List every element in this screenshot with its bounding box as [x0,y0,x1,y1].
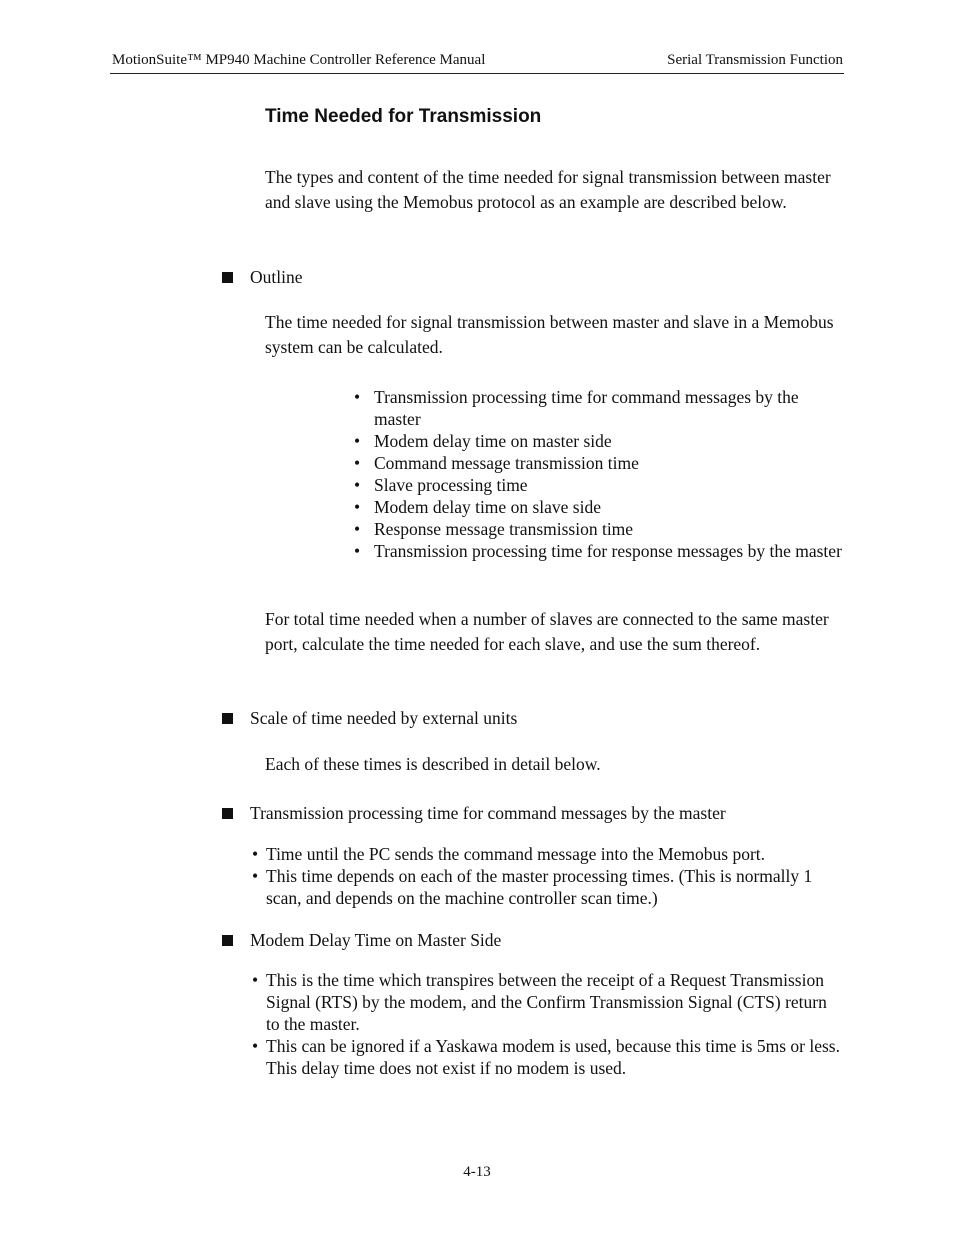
list-item: • Transmission processing time for response messages by the master [354,541,842,561]
bullet-icon: • [252,1036,259,1056]
tx-processing-list [252,843,842,909]
list-item: • This is the time which transpires between the receipt of a Request Transmission Signal (RTS) by the modem, and the Confirm Transmission Signal (CTS) return to the master. [252,970,827,1034]
scale-heading [222,707,517,729]
list-item: • This time depends on each of the master processing times. (This is normally 1 scan, and depends on the machine controller scan time.) [252,866,813,908]
intro-paragraph: The types and content of the time needed for signal transmission between master and slave using the Memobus protocol as an example are described below. [265,167,831,212]
tx-processing-heading [222,802,726,824]
outline-heading [222,266,303,288]
bullet-icon: • [354,519,361,539]
outline-list [354,386,844,562]
bullet-icon: • [354,431,361,451]
bullet-icon: • [354,475,361,495]
bullet-icon: • [252,844,259,864]
running-header-section: Serial Transmission Function [667,52,843,68]
list-item: • Response message transmission time [354,519,634,539]
scale-paragraph: Each of these times is described in detail below. [265,754,601,774]
list-item: • Time until the PC sends the command message into the Memobus port. [252,844,766,864]
total-time-paragraph: For total time needed when a number of slaves are connected to the same master port, calculate the time needed for each slave, and use the sum thereof. [265,609,829,654]
outline-paragraph: The time needed for signal transmission between master and slave in a Memobus system can be calculated. [265,312,834,357]
bullet-icon: • [354,387,361,407]
list-item: • Slave processing time [354,475,528,495]
square-bullet-icon [222,272,233,283]
list-item: • Transmission processing time for command messages by the master [354,387,799,429]
square-bullet-icon [222,935,233,946]
section-title: Time Needed for Transmission [265,106,542,127]
list-item: • This can be ignored if a Yaskawa modem is used, because this time is 5ms or less. This delay time does not exist if no modem is used. [252,1036,840,1078]
page-number: 4-13 [463,1164,491,1180]
header-rule [110,73,844,74]
modem-delay-heading [222,929,501,951]
bullet-icon: • [354,541,361,561]
list-item: • Modem delay time on slave side [354,497,601,517]
modem-delay-list [252,969,842,1079]
scale-heading-text: Scale of time needed by external units [250,708,518,728]
list-item: • Modem delay time on master side [354,431,612,451]
square-bullet-icon [222,713,233,724]
square-bullet-icon [222,808,233,819]
running-header-title: MotionSuite™ MP940 Machine Controller Reference Manual [112,52,486,68]
bullet-icon: • [354,453,361,473]
list-item: • Command message transmission time [354,453,639,473]
bullet-icon: • [354,497,361,517]
bullet-icon: • [252,970,259,990]
bullet-icon: • [252,866,259,886]
tx-processing-heading-text: Transmission processing time for command messages by the master [250,803,726,823]
modem-delay-heading-text: Modem Delay Time on Master Side [250,930,502,950]
outline-heading-text: Outline [250,267,303,287]
